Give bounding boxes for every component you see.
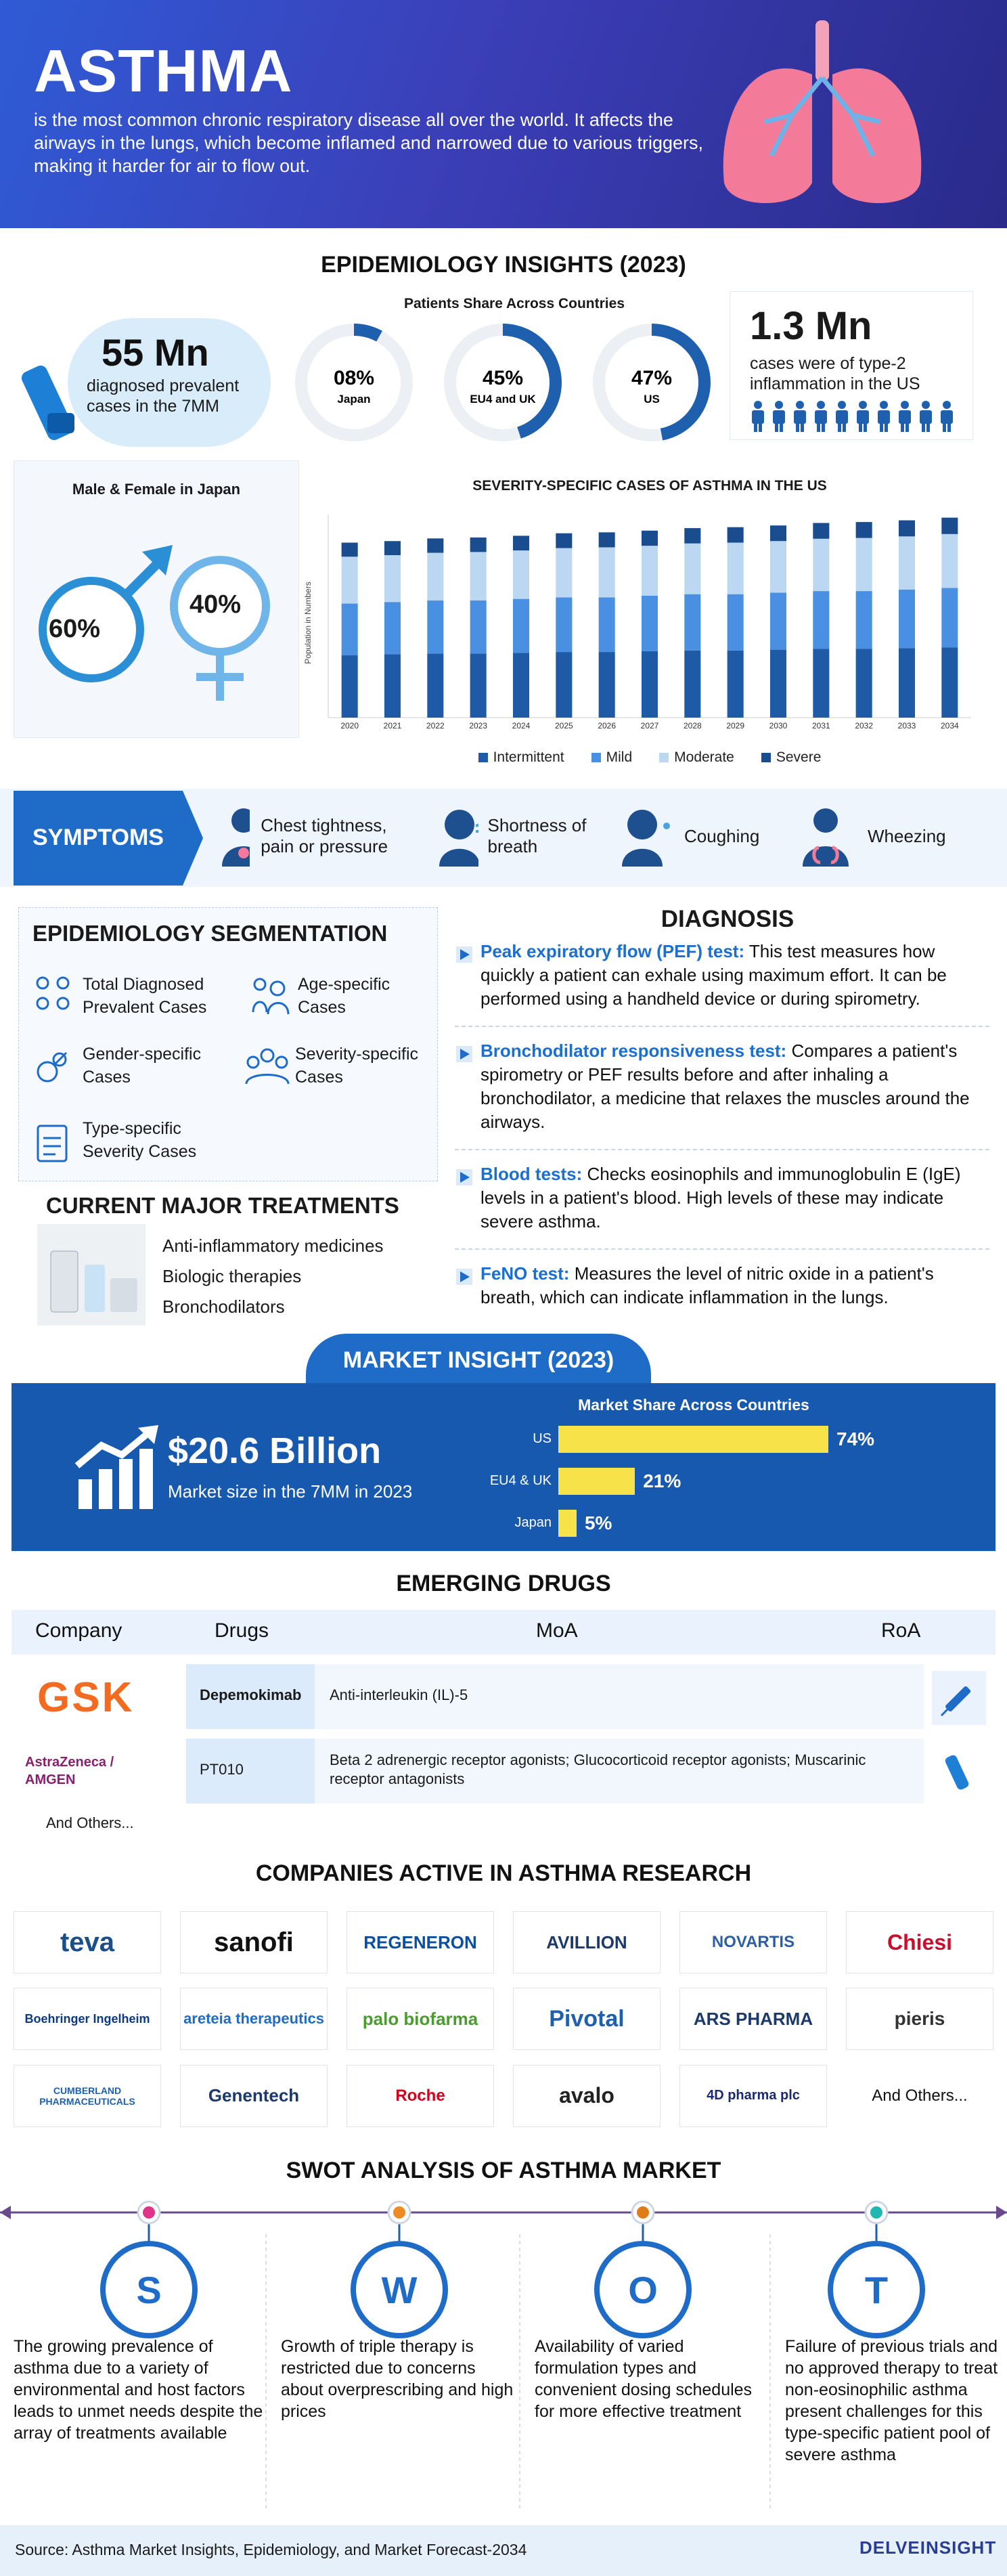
diagnosis-head: Peak expiratory flow (PEF) test: bbox=[480, 941, 745, 961]
segmentation-title: EPIDEMIOLOGY SEGMENTATION bbox=[32, 921, 388, 946]
share-pct: 47% bbox=[631, 367, 673, 389]
company-logo: avalo bbox=[513, 2065, 661, 2127]
diagnosis-bullet-icon bbox=[455, 1168, 474, 1187]
swot-letter: W bbox=[381, 2269, 418, 2311]
diagnosis-head: FeNO test: bbox=[480, 1263, 570, 1284]
bar-moderate bbox=[770, 541, 786, 592]
person-icon bbox=[773, 401, 785, 432]
market-bar-label: US bbox=[533, 1431, 552, 1446]
swot-dot bbox=[870, 2206, 882, 2219]
company-logo: Roche bbox=[346, 2065, 494, 2127]
swot-description: Availability of varied formulation types and convenient dosing schedules for more effective treatment bbox=[535, 2337, 753, 2421]
bar-severe bbox=[470, 538, 487, 552]
market-bar-label: Japan bbox=[514, 1515, 552, 1530]
x-tick-label: 2024 bbox=[512, 721, 531, 730]
swot-letter: T bbox=[864, 2269, 889, 2311]
drug-moa: Anti-interleukin (IL)-5 bbox=[330, 1686, 468, 1703]
company-logo: ARS PHARMA bbox=[679, 1988, 827, 2050]
bar-severe bbox=[728, 527, 744, 543]
market-bar-pct: 74% bbox=[836, 1428, 875, 1449]
female-pct: 40% bbox=[189, 590, 242, 619]
chart-ylabel: Population in Numbers bbox=[303, 582, 313, 664]
company-logo: AVILLION bbox=[513, 1911, 661, 1973]
inhaler-icon bbox=[20, 359, 88, 454]
person-icon bbox=[836, 401, 848, 432]
swot-dot bbox=[143, 2206, 155, 2219]
x-tick-label: 2020 bbox=[340, 721, 359, 730]
person-icon bbox=[857, 401, 869, 432]
symptom-item bbox=[217, 799, 420, 873]
companies-grid bbox=[14, 1911, 995, 2128]
bar-severe bbox=[941, 518, 958, 534]
share-ring bbox=[587, 318, 716, 447]
swot-letter: O bbox=[628, 2269, 658, 2311]
bar-mild bbox=[642, 596, 658, 651]
bar-mild bbox=[684, 594, 700, 651]
bar-intermittent bbox=[941, 647, 958, 718]
growth-chart-icon bbox=[74, 1425, 162, 1513]
inhaler-small-icon bbox=[932, 1745, 986, 1799]
market-label: Market size in the 7MM in 2023 bbox=[168, 1481, 413, 1502]
bar-severe bbox=[599, 532, 615, 547]
drug-moa: Beta 2 adrenergic receptor agonists; Glucocorticoid receptor agonists; Muscarinic receptor antagonists bbox=[330, 1751, 866, 1787]
diagnosis-title: DIAGNOSIS bbox=[661, 906, 795, 932]
bar-moderate bbox=[941, 534, 958, 588]
person-icon bbox=[941, 401, 953, 432]
legend-label: Intermittent bbox=[493, 749, 564, 765]
header-company: Company bbox=[35, 1619, 122, 1642]
diagnosis-bullet-icon bbox=[455, 1267, 474, 1286]
segmentation-item: Gender-specific Cases bbox=[83, 1045, 202, 1087]
swot-letter: S bbox=[136, 2269, 162, 2311]
swot-texts bbox=[0, 2336, 1007, 2512]
lungs-icon bbox=[711, 20, 934, 217]
market-share-title: Market Share Across Countries bbox=[578, 1396, 809, 1414]
bar-mild bbox=[513, 599, 529, 653]
prevalent-value: 55 Mn bbox=[102, 331, 209, 374]
x-tick-label: 2033 bbox=[897, 721, 916, 730]
symptom-label: Coughing bbox=[684, 825, 760, 846]
symptoms-title: SYMPTOMS bbox=[32, 825, 164, 850]
company-logo: 4D pharma plc bbox=[679, 2065, 827, 2127]
symptom-label: Chest tightness, pain or pressure bbox=[261, 815, 388, 856]
bar-moderate bbox=[384, 555, 401, 602]
bar-severe bbox=[342, 543, 358, 557]
bar-intermittent bbox=[728, 651, 744, 718]
breath-icon bbox=[437, 806, 478, 867]
person-icon bbox=[815, 401, 827, 432]
x-tick-label: 2027 bbox=[640, 721, 659, 730]
x-tick-label: 2023 bbox=[469, 721, 488, 730]
bar-mild bbox=[728, 594, 744, 651]
bar-moderate bbox=[342, 556, 358, 603]
legend-swatch bbox=[659, 753, 669, 762]
bar-intermittent bbox=[342, 655, 358, 718]
bar-moderate bbox=[684, 544, 700, 594]
company-logo: teva bbox=[14, 1911, 161, 1973]
header-description: is the most common chronic respiratory disease all over the world. It affects the airways in the lungs, which become inflamed and narrowed due to various triggers, making it harder for air to flow out. bbox=[34, 110, 704, 176]
company-logo: NOVARTIS bbox=[679, 1911, 827, 1973]
legend-item bbox=[659, 746, 734, 769]
bar-mild bbox=[384, 602, 401, 654]
timeline-arrow-right bbox=[996, 2206, 1007, 2219]
age-icon bbox=[250, 975, 291, 1016]
injection-icon bbox=[932, 1671, 986, 1725]
type2-label: cases were of type-2 inflammation in the US bbox=[750, 354, 920, 393]
segmentation-item: Type-specific Severity Cases bbox=[83, 1119, 197, 1161]
x-tick-label: 2025 bbox=[554, 721, 573, 730]
swot-description: Failure of previous trials and no approved therapy to treat non-eosinophilic asthma present challenges for this type-specific patient pool of severe asthma bbox=[785, 2337, 998, 2464]
x-tick-label: 2034 bbox=[940, 721, 959, 730]
delveinsight-logo: DELVEINSIGHT bbox=[859, 2537, 997, 2558]
bar-intermittent bbox=[813, 649, 829, 718]
bar-intermittent bbox=[770, 650, 786, 718]
bar-moderate bbox=[642, 546, 658, 596]
diagnosis-item bbox=[455, 1039, 989, 1150]
symptom-item bbox=[799, 799, 988, 873]
header-roa: RoA bbox=[881, 1619, 921, 1642]
gsk-logo: GSK bbox=[37, 1674, 135, 1721]
severity-chart bbox=[301, 501, 978, 745]
bar-moderate bbox=[856, 538, 872, 591]
bar-intermittent bbox=[856, 649, 872, 718]
chest-pain-icon bbox=[217, 806, 250, 867]
bar-severe bbox=[684, 528, 700, 544]
bar-mild bbox=[470, 601, 487, 653]
company-logo: Pivotal bbox=[513, 1988, 661, 2050]
market-bar-row bbox=[474, 1424, 947, 1454]
x-tick-label: 2029 bbox=[726, 721, 745, 730]
companies-title: COMPANIES ACTIVE IN ASTHMA RESEARCH bbox=[255, 1860, 752, 1886]
wheezing-icon bbox=[799, 806, 853, 867]
table-row bbox=[12, 1664, 995, 1729]
grid-people-icon bbox=[32, 975, 73, 1016]
market-bar-pct: 21% bbox=[643, 1470, 681, 1491]
company-logo: areteia therapeutics bbox=[180, 1988, 328, 2050]
market-bar bbox=[558, 1468, 635, 1495]
page-title: ASTHMA bbox=[34, 37, 293, 104]
prevalent-label: diagnosed prevalent cases in the 7MM bbox=[87, 376, 240, 416]
segmentation-item: Total Diagnosed Prevalent Cases bbox=[83, 975, 207, 1017]
segmentation-item: Age-specific Cases bbox=[298, 975, 390, 1017]
person-icons-row bbox=[750, 399, 966, 433]
treatment-item: Anti-inflammatory medicines bbox=[162, 1236, 384, 1256]
symptom-item bbox=[437, 799, 606, 873]
share-pct: 45% bbox=[482, 367, 524, 389]
type2-value: 1.3 Mn bbox=[750, 304, 872, 348]
x-tick-label: 2031 bbox=[811, 721, 830, 730]
bar-intermittent bbox=[684, 651, 700, 718]
bar-moderate bbox=[599, 547, 615, 597]
company-logo: Boehringer Ingelheim bbox=[14, 1988, 161, 2050]
patients-share-rings bbox=[290, 318, 730, 454]
diagnosis-head: Bronchodilator responsiveness test: bbox=[480, 1041, 787, 1061]
patients-share-title: Patients Share Across Countries bbox=[404, 296, 625, 311]
table-row bbox=[12, 1739, 995, 1804]
diagnosis-bullet-icon bbox=[455, 945, 474, 964]
emerging-title: EMERGING DRUGS bbox=[396, 1571, 611, 1596]
bar-intermittent bbox=[513, 653, 529, 718]
bar-moderate bbox=[556, 548, 572, 598]
drug-name: Depemokimab bbox=[200, 1686, 302, 1703]
company-logo: CUMBERLAND PHARMACEUTICALS bbox=[14, 2065, 161, 2127]
diagnosis-body: Measures the level of nitric oxide in a patient's breath, which can indicate inflammation in the lungs. bbox=[480, 1263, 934, 1307]
chart-legend bbox=[379, 746, 920, 769]
company-logo: pieris bbox=[846, 1988, 993, 2050]
treatment-item: Bronchodilators bbox=[162, 1296, 285, 1317]
legend-label: Moderate bbox=[674, 749, 734, 765]
people-icons bbox=[750, 399, 966, 433]
market-title: MARKET INSIGHT (2023) bbox=[342, 1347, 614, 1373]
x-tick-label: 2030 bbox=[769, 721, 788, 730]
bar-moderate bbox=[728, 543, 744, 594]
diagnosis-item bbox=[455, 1162, 989, 1250]
bar-intermittent bbox=[642, 651, 658, 718]
person-icon bbox=[752, 401, 764, 432]
legend-swatch bbox=[591, 753, 601, 762]
x-tick-label: 2021 bbox=[383, 721, 402, 730]
company-logo: Genentech bbox=[180, 2065, 328, 2127]
gender-title: Male & Female in Japan bbox=[72, 481, 241, 498]
swot-title: SWOT ANALYSIS OF ASTHMA MARKET bbox=[286, 2158, 721, 2183]
bar-mild bbox=[342, 604, 358, 655]
bar-mild bbox=[427, 601, 443, 653]
legend-label: Mild bbox=[606, 749, 633, 765]
market-bar-row bbox=[474, 1508, 947, 1538]
drug-name: PT010 bbox=[200, 1761, 244, 1778]
x-tick-label: 2028 bbox=[683, 721, 702, 730]
swot-description: Growth of triple therapy is restricted due to concerns about overprescribing and high prices bbox=[281, 2337, 514, 2421]
person-icon bbox=[920, 401, 932, 432]
bar-mild bbox=[599, 597, 615, 652]
bar-intermittent bbox=[899, 648, 915, 718]
bar-mild bbox=[770, 592, 786, 649]
bar-severe bbox=[384, 541, 401, 555]
market-bar-label: EU4 & UK bbox=[489, 1473, 552, 1488]
bar-severe bbox=[556, 533, 572, 548]
symptom-label: Shortness of breath bbox=[487, 815, 587, 856]
bar-intermittent bbox=[599, 652, 615, 718]
bar-intermittent bbox=[427, 653, 443, 718]
gender-icon bbox=[32, 1046, 73, 1087]
swot-dot bbox=[393, 2206, 405, 2219]
astrazeneca-amgen-logo: AstraZeneca / AMGEN bbox=[25, 1755, 114, 1787]
legend-label: Severe bbox=[776, 749, 822, 765]
person-icon bbox=[878, 401, 890, 432]
diagnosis-body: This test measures how quickly a patient can exhale using maximum effort. It can be performed using a handheld device or during spirometry. bbox=[480, 941, 947, 1009]
bar-intermittent bbox=[556, 652, 572, 718]
company-logo: palo biofarma bbox=[346, 1988, 494, 2050]
legend-swatch bbox=[478, 753, 488, 762]
bar-mild bbox=[899, 590, 915, 649]
bar-severe bbox=[770, 525, 786, 541]
male-pct: 60% bbox=[49, 615, 101, 643]
bar-severe bbox=[813, 523, 829, 538]
share-label: EU4 and UK bbox=[470, 393, 536, 406]
bar-mild bbox=[813, 591, 829, 649]
bar-moderate bbox=[427, 553, 443, 601]
bar-severe bbox=[427, 538, 443, 552]
person-icon bbox=[899, 401, 911, 432]
share-ring bbox=[290, 318, 418, 447]
share-label: Japan bbox=[337, 393, 371, 406]
share-ring bbox=[439, 318, 567, 447]
treatments-list bbox=[162, 1231, 384, 1322]
market-value: $20.6 Billion bbox=[168, 1431, 382, 1471]
bar-severe bbox=[642, 531, 658, 546]
header-moa: MoA bbox=[536, 1619, 578, 1642]
severity-group-icon bbox=[244, 1046, 291, 1087]
market-bar bbox=[558, 1426, 828, 1453]
company-logo: REGENERON bbox=[346, 1911, 494, 1973]
diagnosis-bullet-icon bbox=[455, 1045, 474, 1064]
chart-title: SEVERITY-SPECIFIC CASES OF ASTHMA IN THE US bbox=[472, 478, 827, 494]
share-pct: 08% bbox=[333, 367, 375, 389]
bar-severe bbox=[899, 521, 915, 537]
x-tick-label: 2026 bbox=[598, 721, 617, 730]
treatments-title: CURRENT MAJOR TREATMENTS bbox=[46, 1193, 399, 1218]
legend-item bbox=[478, 746, 564, 769]
diagnosis-body: Compares a patient's spirometry or PEF results before and after inhaling a bronchodilator, a medicine that relaxes the muscles around the airways. bbox=[480, 1041, 970, 1132]
diagnosis-head: Blood tests: bbox=[480, 1164, 583, 1184]
company-logo: Chiesi bbox=[846, 1911, 993, 1973]
bar-moderate bbox=[813, 539, 829, 591]
bar-mild bbox=[856, 591, 872, 649]
x-tick-label: 2022 bbox=[426, 721, 445, 730]
diagnosis-item bbox=[455, 940, 989, 1027]
market-bar-pct: 5% bbox=[584, 1512, 612, 1533]
symptom-item bbox=[619, 799, 782, 873]
bar-severe bbox=[856, 522, 872, 538]
bar-intermittent bbox=[384, 655, 401, 718]
footer-source: Source: Asthma Market Insights, Epidemiology, and Market Forecast-2034 bbox=[15, 2541, 527, 2558]
segmentation-item: Severity-specific Cases bbox=[295, 1045, 418, 1087]
swot-dot bbox=[637, 2206, 649, 2219]
treatment-item: Biologic therapies bbox=[162, 1266, 302, 1286]
legend-swatch bbox=[761, 753, 771, 762]
bar-mild bbox=[941, 588, 958, 647]
bar-intermittent bbox=[470, 653, 487, 718]
market-share-bars bbox=[474, 1424, 947, 1540]
bar-moderate bbox=[513, 550, 529, 599]
cough-icon bbox=[619, 806, 673, 867]
header-drugs: Drugs bbox=[215, 1619, 269, 1642]
timeline-arrow-left bbox=[0, 2206, 11, 2219]
diagnosis-item bbox=[455, 1262, 989, 1309]
legend-item bbox=[761, 746, 822, 769]
medicine-image bbox=[37, 1224, 146, 1326]
company-logo: And Others... bbox=[846, 2065, 993, 2127]
bar-mild bbox=[556, 597, 572, 652]
clipboard-icon bbox=[35, 1120, 69, 1164]
market-bar-row bbox=[474, 1466, 947, 1496]
symptom-label: Wheezing bbox=[868, 825, 946, 846]
bar-severe bbox=[513, 536, 529, 550]
market-bar bbox=[558, 1510, 577, 1537]
person-icon bbox=[794, 401, 806, 432]
company-logo: sanofi bbox=[180, 1911, 328, 1973]
epidemiology-title: EPIDEMIOLOGY INSIGHTS (2023) bbox=[321, 252, 686, 278]
bar-moderate bbox=[899, 536, 915, 589]
emerging-header bbox=[12, 1610, 995, 1655]
x-tick-label: 2032 bbox=[855, 721, 874, 730]
diagnosis-list bbox=[455, 940, 989, 1309]
share-label: US bbox=[644, 393, 660, 406]
bar-moderate bbox=[470, 552, 487, 601]
legend-item bbox=[591, 746, 633, 769]
diagnosis-body: Checks eosinophils and immunoglobulin E (IgE) levels in a patient's blood. High levels of these may indicate severe asthma. bbox=[480, 1164, 961, 1231]
swot-description: The growing prevalence of asthma due to a variety of environmental and host factors leads to unmet needs despite the array of treatments available bbox=[14, 2337, 263, 2443]
emerging-others: And Others... bbox=[46, 1814, 134, 1831]
